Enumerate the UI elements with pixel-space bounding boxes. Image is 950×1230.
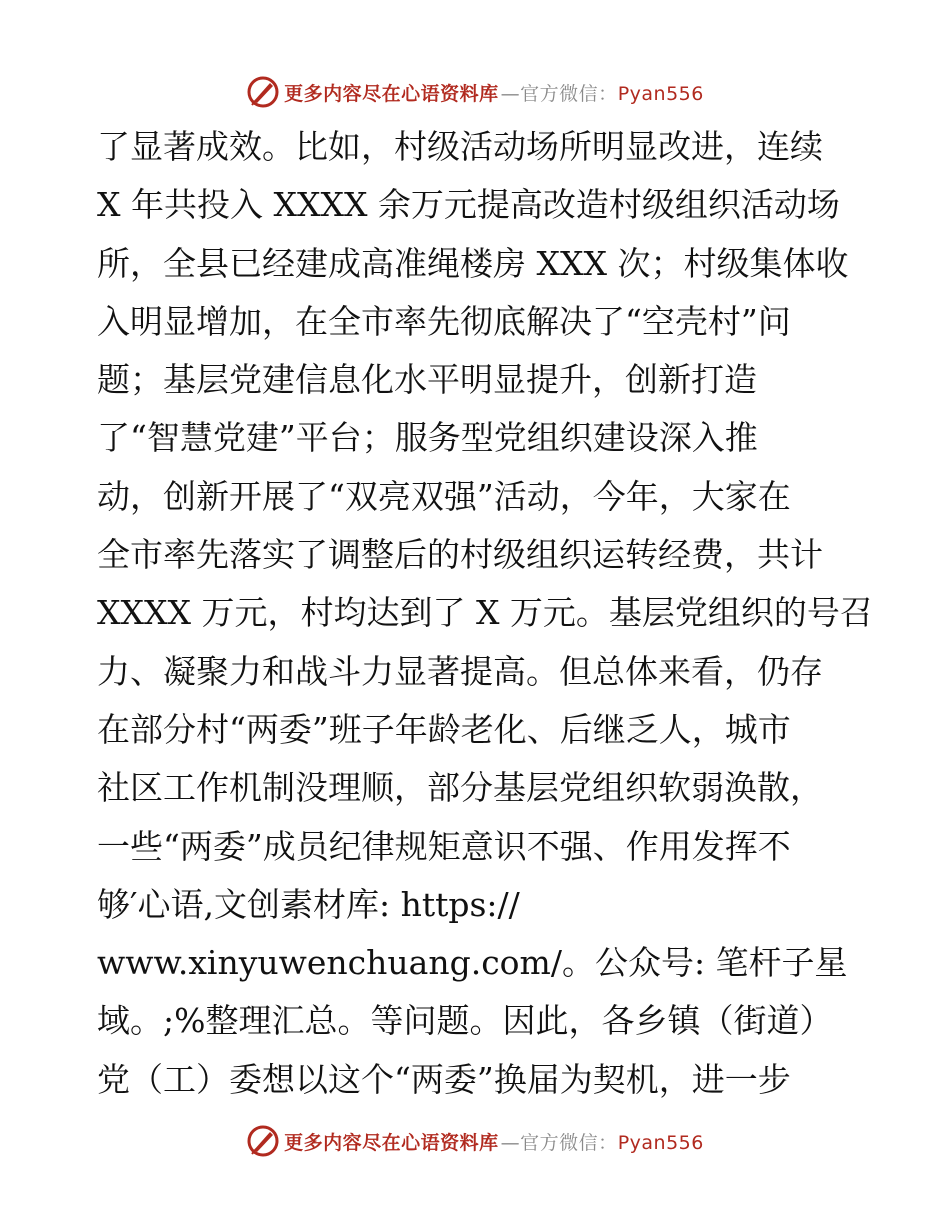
- body-line: 入明显增加，在全市率先彻底解决了“空壳村”问: [97, 301, 791, 341]
- quill-pen-logo-icon: [246, 75, 280, 109]
- quill-pen-logo-icon: [246, 1124, 280, 1158]
- body-line: 题；基层党建信息化水平明显提升，创新打造: [97, 360, 757, 400]
- body-line: 党（工）委想以这个“两委”换届为契机，进一步: [97, 1059, 791, 1099]
- body-line: 在部分村“两委”班子年龄老化、后继乏人，城市: [97, 709, 791, 749]
- body-line: 域。;%整理汇总。等问题。因此，各乡镇（街道）: [97, 1001, 833, 1041]
- header-contact-text: [501, 79, 704, 106]
- body-line: 动，创新开展了“双亮双强”活动，今年，大家在: [97, 476, 791, 516]
- footer-brand-text: 更多内容尽在心语资料库: [284, 1131, 499, 1154]
- body-line: XXXX 万元，村均达到了 X 万元。基层党组织的号召: [97, 593, 873, 633]
- body-line: 够′心语,文创素材库: https://: [97, 884, 520, 924]
- body-line: 所，全县已经建成高准绳楼房 XXX 次；村级集体收: [97, 243, 849, 283]
- footer-contact-id: Pyan556: [617, 1131, 704, 1154]
- header-contact-id: Pyan556: [617, 82, 704, 105]
- header-watermark-banner: [0, 72, 950, 112]
- body-line: 了显著成效。比如，村级活动场所明显改进，连续: [97, 127, 823, 166]
- header-contact-label: —官方微信：: [500, 82, 618, 105]
- body-line: 全市率先落实了调整后的村级组织运转经费，共计: [97, 535, 823, 575]
- body-line: www.xinyuwenchuang.com/。公众号: 笔杆子星: [97, 943, 848, 983]
- footer-contact-text: [501, 1128, 704, 1155]
- footer-contact-label: —官方微信：: [500, 1131, 618, 1154]
- document-body: [97, 118, 877, 1109]
- body-line: 一些“两委”成员纪律规矩意识不强、作用发挥不: [97, 826, 791, 866]
- footer-watermark-banner: [0, 1121, 950, 1161]
- body-line: 力、凝聚力和战斗力显著提高。但总体来看，仍存: [97, 651, 823, 691]
- body-line: 了“智慧党建”平台；服务型党组织建设深入推: [97, 418, 758, 458]
- body-line: 社区工作机制没理顺，部分基层党组织软弱涣散，: [97, 768, 823, 808]
- body-line: X 年共投入 XXXX 余万元提高改造村级组织活动场: [97, 185, 840, 225]
- header-brand-text: 更多内容尽在心语资料库: [284, 82, 499, 105]
